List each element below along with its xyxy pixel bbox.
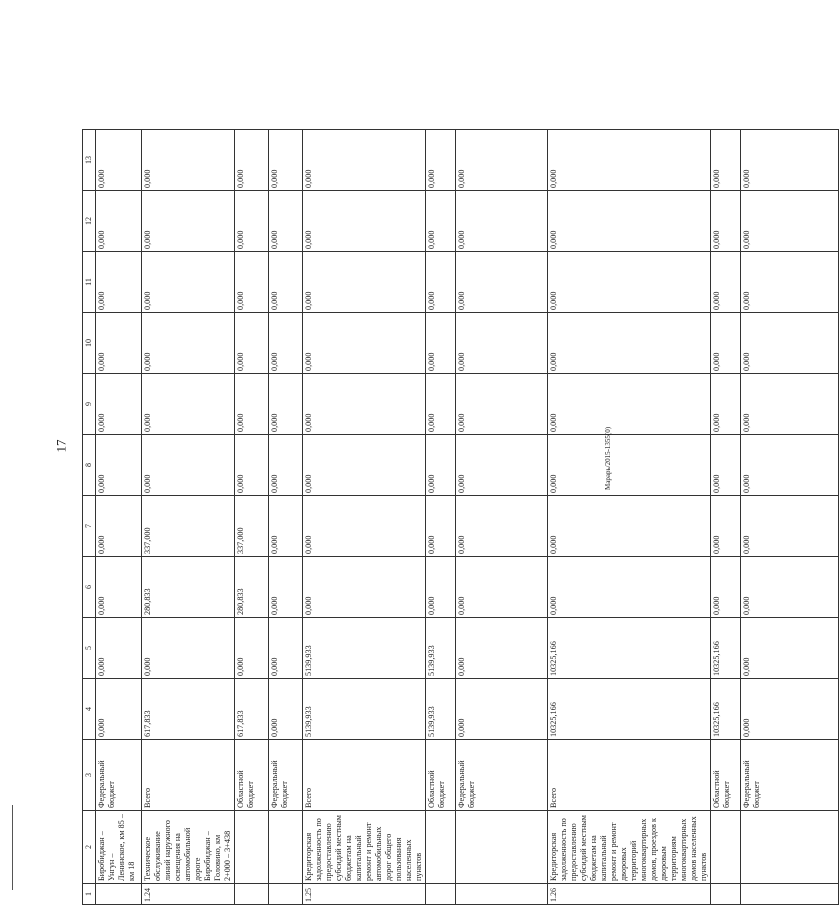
row-number xyxy=(741,884,839,905)
value-cell: 0,000 xyxy=(741,435,839,496)
budget-table xyxy=(82,129,839,905)
value-cell: 0,000 xyxy=(142,618,235,679)
value-cell: 0,000 xyxy=(711,374,741,435)
value-cell: 0,000 xyxy=(426,252,456,313)
header-row xyxy=(83,130,96,905)
page-number: 17 xyxy=(53,439,69,453)
row-number: 1.26 xyxy=(548,884,711,905)
value-cell: 617,833 xyxy=(142,679,235,740)
value-cell: 0,000 xyxy=(96,679,142,740)
value-cell: 0,000 xyxy=(741,252,839,313)
value-cell: 0,000 xyxy=(269,374,303,435)
col-header: 7 xyxy=(83,496,96,557)
value-cell: 0,000 xyxy=(96,130,142,191)
value-cell: 10325,166 xyxy=(711,679,741,740)
value-cell: 0,000 xyxy=(96,374,142,435)
value-cell: 0,000 xyxy=(741,191,839,252)
value-cell: 0,000 xyxy=(269,313,303,374)
value-cell: 0,000 xyxy=(142,252,235,313)
value-cell: 0,000 xyxy=(741,679,839,740)
col-header: 10 xyxy=(83,313,96,374)
value-cell: 0,000 xyxy=(711,557,741,618)
value-cell: 0,000 xyxy=(269,496,303,557)
value-cell: 0,000 xyxy=(303,130,426,191)
funding-source: Областной бюджет xyxy=(235,740,269,811)
table-rotator xyxy=(82,20,761,905)
funding-source: Федеральный бюджет xyxy=(741,740,839,811)
value-cell: 0,000 xyxy=(711,191,741,252)
value-cell: 0,000 xyxy=(456,496,548,557)
value-cell: 0,000 xyxy=(741,557,839,618)
value-cell: 0,000 xyxy=(235,313,269,374)
funding-source: Областной бюджет xyxy=(711,740,741,811)
value-cell: 0,000 xyxy=(235,435,269,496)
value-cell: 5139,933 xyxy=(303,679,426,740)
col-header: 13 xyxy=(83,130,96,191)
value-cell: 0,000 xyxy=(235,618,269,679)
table-row xyxy=(741,130,839,905)
col-header: 4 xyxy=(83,679,96,740)
value-cell: 0,000 xyxy=(741,313,839,374)
funding-source: Федеральный бюджет xyxy=(96,740,142,811)
value-cell: 0,000 xyxy=(548,374,711,435)
value-cell: 0,000 xyxy=(96,496,142,557)
funding-source: Всего xyxy=(303,740,426,811)
value-cell: 0,000 xyxy=(269,191,303,252)
col-header: 2 xyxy=(83,811,96,884)
value-cell: 0,000 xyxy=(741,496,839,557)
value-cell: 0,000 xyxy=(142,374,235,435)
value-cell: 0,000 xyxy=(235,252,269,313)
row-number: 1.24 xyxy=(142,884,235,905)
table-row xyxy=(142,130,235,905)
row-number xyxy=(235,884,269,905)
row-title: Техническое обслуживание линий наружного освещения на автомобильной дороге Биробиджан – Головино, км 2+000 – 3+438 xyxy=(142,811,235,884)
value-cell: 0,000 xyxy=(235,130,269,191)
value-cell: 0,000 xyxy=(426,313,456,374)
value-cell: 617,833 xyxy=(235,679,269,740)
row-number xyxy=(96,884,142,905)
value-cell: 0,000 xyxy=(548,435,711,496)
value-cell: 0,000 xyxy=(456,435,548,496)
col-header: 11 xyxy=(83,252,96,313)
value-cell: 0,000 xyxy=(548,313,711,374)
value-cell: 0,000 xyxy=(303,252,426,313)
value-cell: 0,000 xyxy=(548,496,711,557)
row-number xyxy=(711,884,741,905)
value-cell: 0,000 xyxy=(548,130,711,191)
col-header: 9 xyxy=(83,374,96,435)
value-cell: 0,000 xyxy=(303,313,426,374)
row-title xyxy=(269,811,303,884)
value-cell: 0,000 xyxy=(303,435,426,496)
value-cell: 0,000 xyxy=(741,374,839,435)
funding-source: Областной бюджет xyxy=(426,740,456,811)
value-cell: 0,000 xyxy=(96,252,142,313)
funding-source: Всего xyxy=(142,740,235,811)
value-cell: 0,000 xyxy=(142,191,235,252)
value-cell: 10325,166 xyxy=(548,618,711,679)
value-cell: 0,000 xyxy=(426,496,456,557)
table-row xyxy=(269,130,303,905)
row-title xyxy=(741,811,839,884)
value-cell: 0,000 xyxy=(456,252,548,313)
row-number xyxy=(426,884,456,905)
value-cell: 0,000 xyxy=(426,191,456,252)
value-cell: 0,000 xyxy=(426,374,456,435)
row-title: Биробиджан – Унгун – Ленинское, км 85 – км 18 xyxy=(96,811,142,884)
value-cell: 5139,933 xyxy=(426,679,456,740)
col-header: 6 xyxy=(83,557,96,618)
document-code: Марарь/2015-1355(0) xyxy=(604,426,612,490)
funding-source: Всего xyxy=(548,740,711,811)
row-title xyxy=(426,811,456,884)
value-cell: 0,000 xyxy=(96,618,142,679)
value-cell: 0,000 xyxy=(456,618,548,679)
table-row xyxy=(711,130,741,905)
value-cell: 0,000 xyxy=(142,130,235,191)
value-cell: 0,000 xyxy=(711,130,741,191)
table-row xyxy=(303,130,426,905)
value-cell: 0,000 xyxy=(711,435,741,496)
value-cell: 0,000 xyxy=(269,252,303,313)
col-header: 5 xyxy=(83,618,96,679)
value-cell: 280,833 xyxy=(142,557,235,618)
value-cell: 0,000 xyxy=(96,191,142,252)
funding-source: Федеральный бюджет xyxy=(269,740,303,811)
row-number xyxy=(456,884,548,905)
row-title: Кредиторская задолженность по предоставлению субсидий местным бюджетам на капитальный ремонт и ремонт автомобильных дорог общего пользования населенных пунктов xyxy=(303,811,426,884)
value-cell: 0,000 xyxy=(269,557,303,618)
value-cell: 0,000 xyxy=(741,130,839,191)
value-cell: 337,000 xyxy=(235,496,269,557)
value-cell: 0,000 xyxy=(142,313,235,374)
table-row xyxy=(235,130,269,905)
col-header: 1 xyxy=(83,884,96,905)
value-cell: 0,000 xyxy=(269,435,303,496)
table-row xyxy=(426,130,456,905)
value-cell: 0,000 xyxy=(711,496,741,557)
value-cell: 0,000 xyxy=(96,435,142,496)
value-cell: 0,000 xyxy=(269,618,303,679)
value-cell: 5139,933 xyxy=(426,618,456,679)
value-cell: 0,000 xyxy=(303,191,426,252)
value-cell: 5139,933 xyxy=(303,618,426,679)
value-cell: 0,000 xyxy=(303,557,426,618)
table-row xyxy=(96,130,142,905)
value-cell: 0,000 xyxy=(456,679,548,740)
row-title xyxy=(711,811,741,884)
value-cell: 0,000 xyxy=(426,435,456,496)
row-number: 1.25 xyxy=(303,884,426,905)
scan-edge-mark xyxy=(12,805,13,890)
col-header: 3 xyxy=(83,740,96,811)
value-cell: 0,000 xyxy=(235,191,269,252)
table-row xyxy=(548,130,711,905)
row-title: Кредиторская задолженность по предоставлению субсидий местным бюджетам на капитальный ремонт и ремонт дворовых территорий многоквартирных домов, проездов к дворовым территориям многоквартирных домов населенных пунктов xyxy=(548,811,711,884)
value-cell: 0,000 xyxy=(548,252,711,313)
value-cell: 0,000 xyxy=(426,557,456,618)
value-cell: 0,000 xyxy=(269,130,303,191)
col-header: 8 xyxy=(83,435,96,496)
table-row xyxy=(456,130,548,905)
table-landscape xyxy=(82,20,761,905)
value-cell: 0,000 xyxy=(548,191,711,252)
value-cell: 0,000 xyxy=(456,313,548,374)
value-cell: 0,000 xyxy=(303,374,426,435)
row-number xyxy=(269,884,303,905)
value-cell: 0,000 xyxy=(711,313,741,374)
value-cell: 0,000 xyxy=(456,191,548,252)
value-cell: 0,000 xyxy=(96,313,142,374)
funding-source: Федеральный бюджет xyxy=(456,740,548,811)
value-cell: 0,000 xyxy=(303,496,426,557)
value-cell: 0,000 xyxy=(426,130,456,191)
row-title xyxy=(235,811,269,884)
col-header: 12 xyxy=(83,191,96,252)
value-cell: 0,000 xyxy=(235,374,269,435)
value-cell: 0,000 xyxy=(96,557,142,618)
value-cell: 0,000 xyxy=(548,557,711,618)
value-cell: 0,000 xyxy=(456,374,548,435)
value-cell: 0,000 xyxy=(269,679,303,740)
value-cell: 337,000 xyxy=(142,496,235,557)
value-cell: 0,000 xyxy=(142,435,235,496)
value-cell: 0,000 xyxy=(711,252,741,313)
row-title xyxy=(456,811,548,884)
value-cell: 0,000 xyxy=(456,557,548,618)
value-cell: 10325,166 xyxy=(711,618,741,679)
value-cell: 10325,166 xyxy=(548,679,711,740)
value-cell: 0,000 xyxy=(741,618,839,679)
value-cell: 280,833 xyxy=(235,557,269,618)
value-cell: 0,000 xyxy=(456,130,548,191)
doc-code-wrap xyxy=(604,330,614,490)
